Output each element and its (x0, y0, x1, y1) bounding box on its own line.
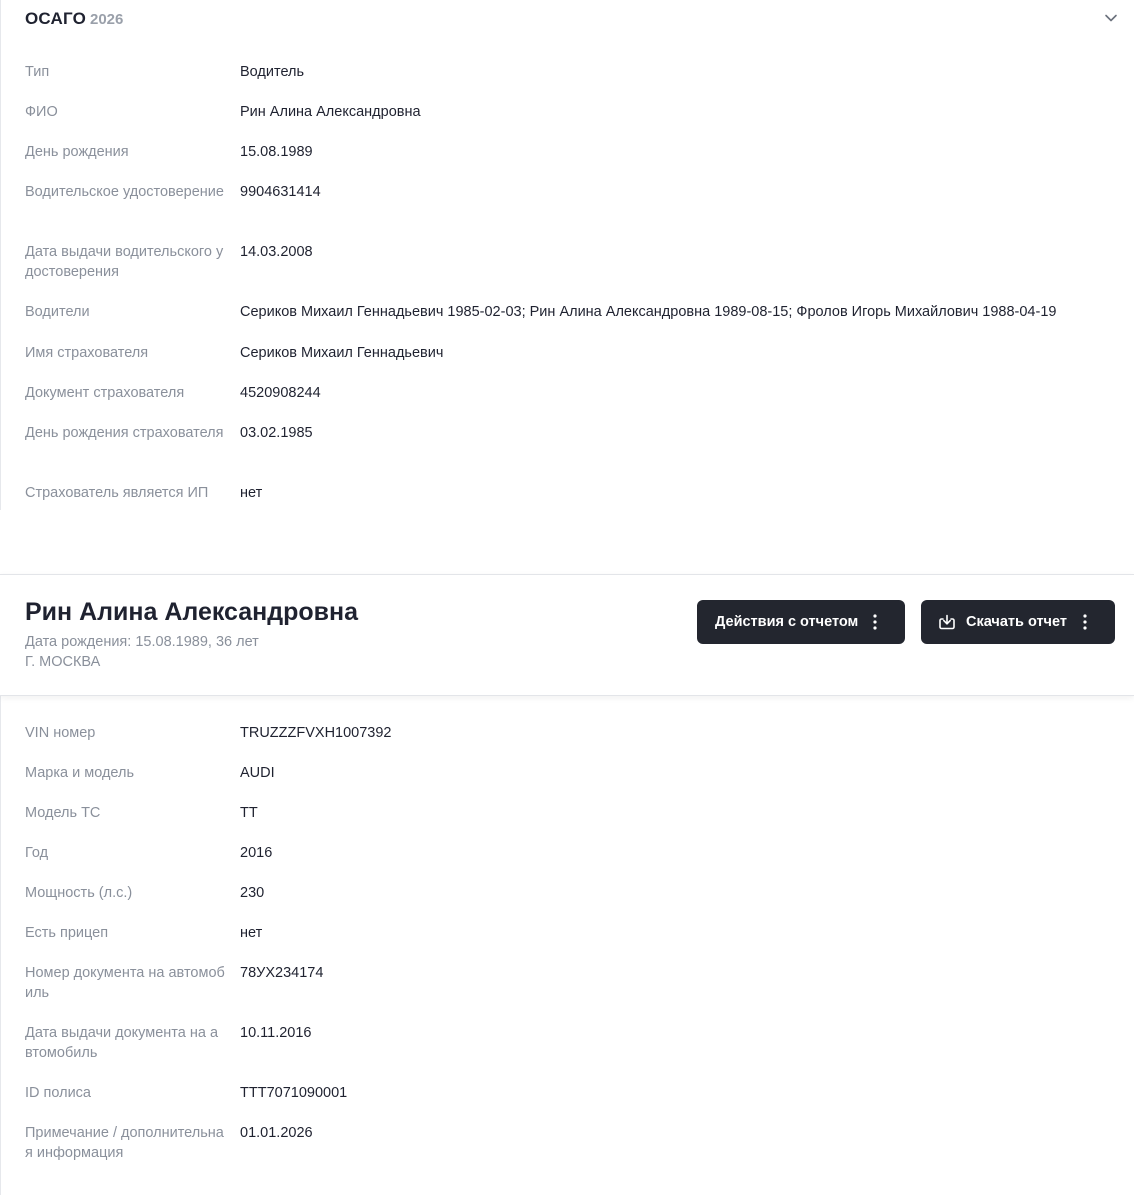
detail-value: 01.01.2026 (240, 1125, 313, 1141)
section-left-border-lower (0, 694, 1, 1195)
detail-label: VIN номер (25, 725, 96, 741)
detail-value: 230 (240, 885, 265, 901)
detail-label: Страхователь является ИП (25, 485, 209, 501)
section-year: 2026 (90, 11, 124, 28)
person-sticky-header (0, 574, 1134, 696)
download-report-button[interactable] (921, 600, 1115, 644)
detail-value: 10.11.2016 (240, 1025, 312, 1041)
detail-label: Водительское удостоверение (25, 184, 224, 200)
detail-label: Дата выдачи водительского удостоверения (25, 244, 224, 280)
section-left-border (0, 0, 1, 510)
detail-value: 03.02.1985 (240, 425, 313, 441)
download-icon (938, 613, 956, 631)
detail-value: TRUZZZFVXH1007392 (240, 725, 392, 741)
detail-label: Имя страхователя (25, 345, 149, 361)
detail-value: Водитель (240, 64, 305, 80)
detail-label: Модель ТС (25, 805, 101, 821)
detail-value: 14.03.2008 (240, 244, 313, 260)
detail-label: Мощность (л.с.) (25, 885, 133, 901)
more-vertical-icon[interactable] (1077, 613, 1093, 631)
report-actions-button[interactable] (697, 600, 905, 644)
detail-label: Дата выдачи документа на автомобиль (25, 1025, 219, 1061)
detail-value: Рин Алина Александровна (240, 104, 421, 120)
detail-label: День рождения (25, 144, 129, 160)
osago-section-header[interactable] (25, 9, 123, 33)
detail-value: TTT7071090001 (240, 1085, 348, 1101)
detail-value: TT (240, 805, 258, 821)
chevron-down-icon[interactable] (1104, 11, 1118, 25)
detail-label: Номер документа на автомобиль (25, 965, 225, 1001)
person-name: Рин Алина Александровна (25, 598, 359, 626)
detail-label: ID полиса (25, 1085, 92, 1101)
detail-value: нет (240, 925, 263, 941)
detail-value: нет (240, 485, 263, 501)
report-actions-label: Действия с отчетом (715, 614, 859, 630)
download-report-label: Скачать отчет (966, 614, 1067, 630)
detail-label: ФИО (25, 104, 58, 120)
detail-label: Тип (25, 64, 50, 80)
section-title: ОСАГО (25, 9, 86, 28)
detail-label: Есть прицеп (25, 925, 109, 941)
detail-value: Сериков Михаил Геннадьевич (240, 345, 444, 361)
person-birth-info: Дата рождения: 15.08.1989, 36 лет (25, 634, 259, 650)
detail-label: Год (25, 845, 49, 861)
detail-label: Марка и модель (25, 765, 135, 781)
more-vertical-icon (867, 613, 883, 631)
detail-value: 9904631414 (240, 184, 321, 200)
detail-label: Водители (25, 304, 90, 320)
detail-value: 78УХ234174 (240, 965, 324, 981)
detail-value: AUDI (240, 765, 275, 781)
detail-value: Сериков Михаил Геннадьевич 1985-02-03; Рин Алина Александровна 1989-08-15; Фролов Игорь Михайлович 1988-04-19 (240, 304, 1057, 320)
person-city: Г. МОСКВА (25, 654, 101, 670)
scroll-gap (0, 510, 1134, 574)
detail-label: День рождения страхователя (25, 425, 224, 441)
detail-label: Документ страхователя (25, 385, 185, 401)
detail-value: 2016 (240, 845, 273, 861)
detail-value: 4520908244 (240, 385, 321, 401)
detail-label: Примечание / дополнительная информация (25, 1125, 224, 1161)
detail-value: 15.08.1989 (240, 144, 313, 160)
